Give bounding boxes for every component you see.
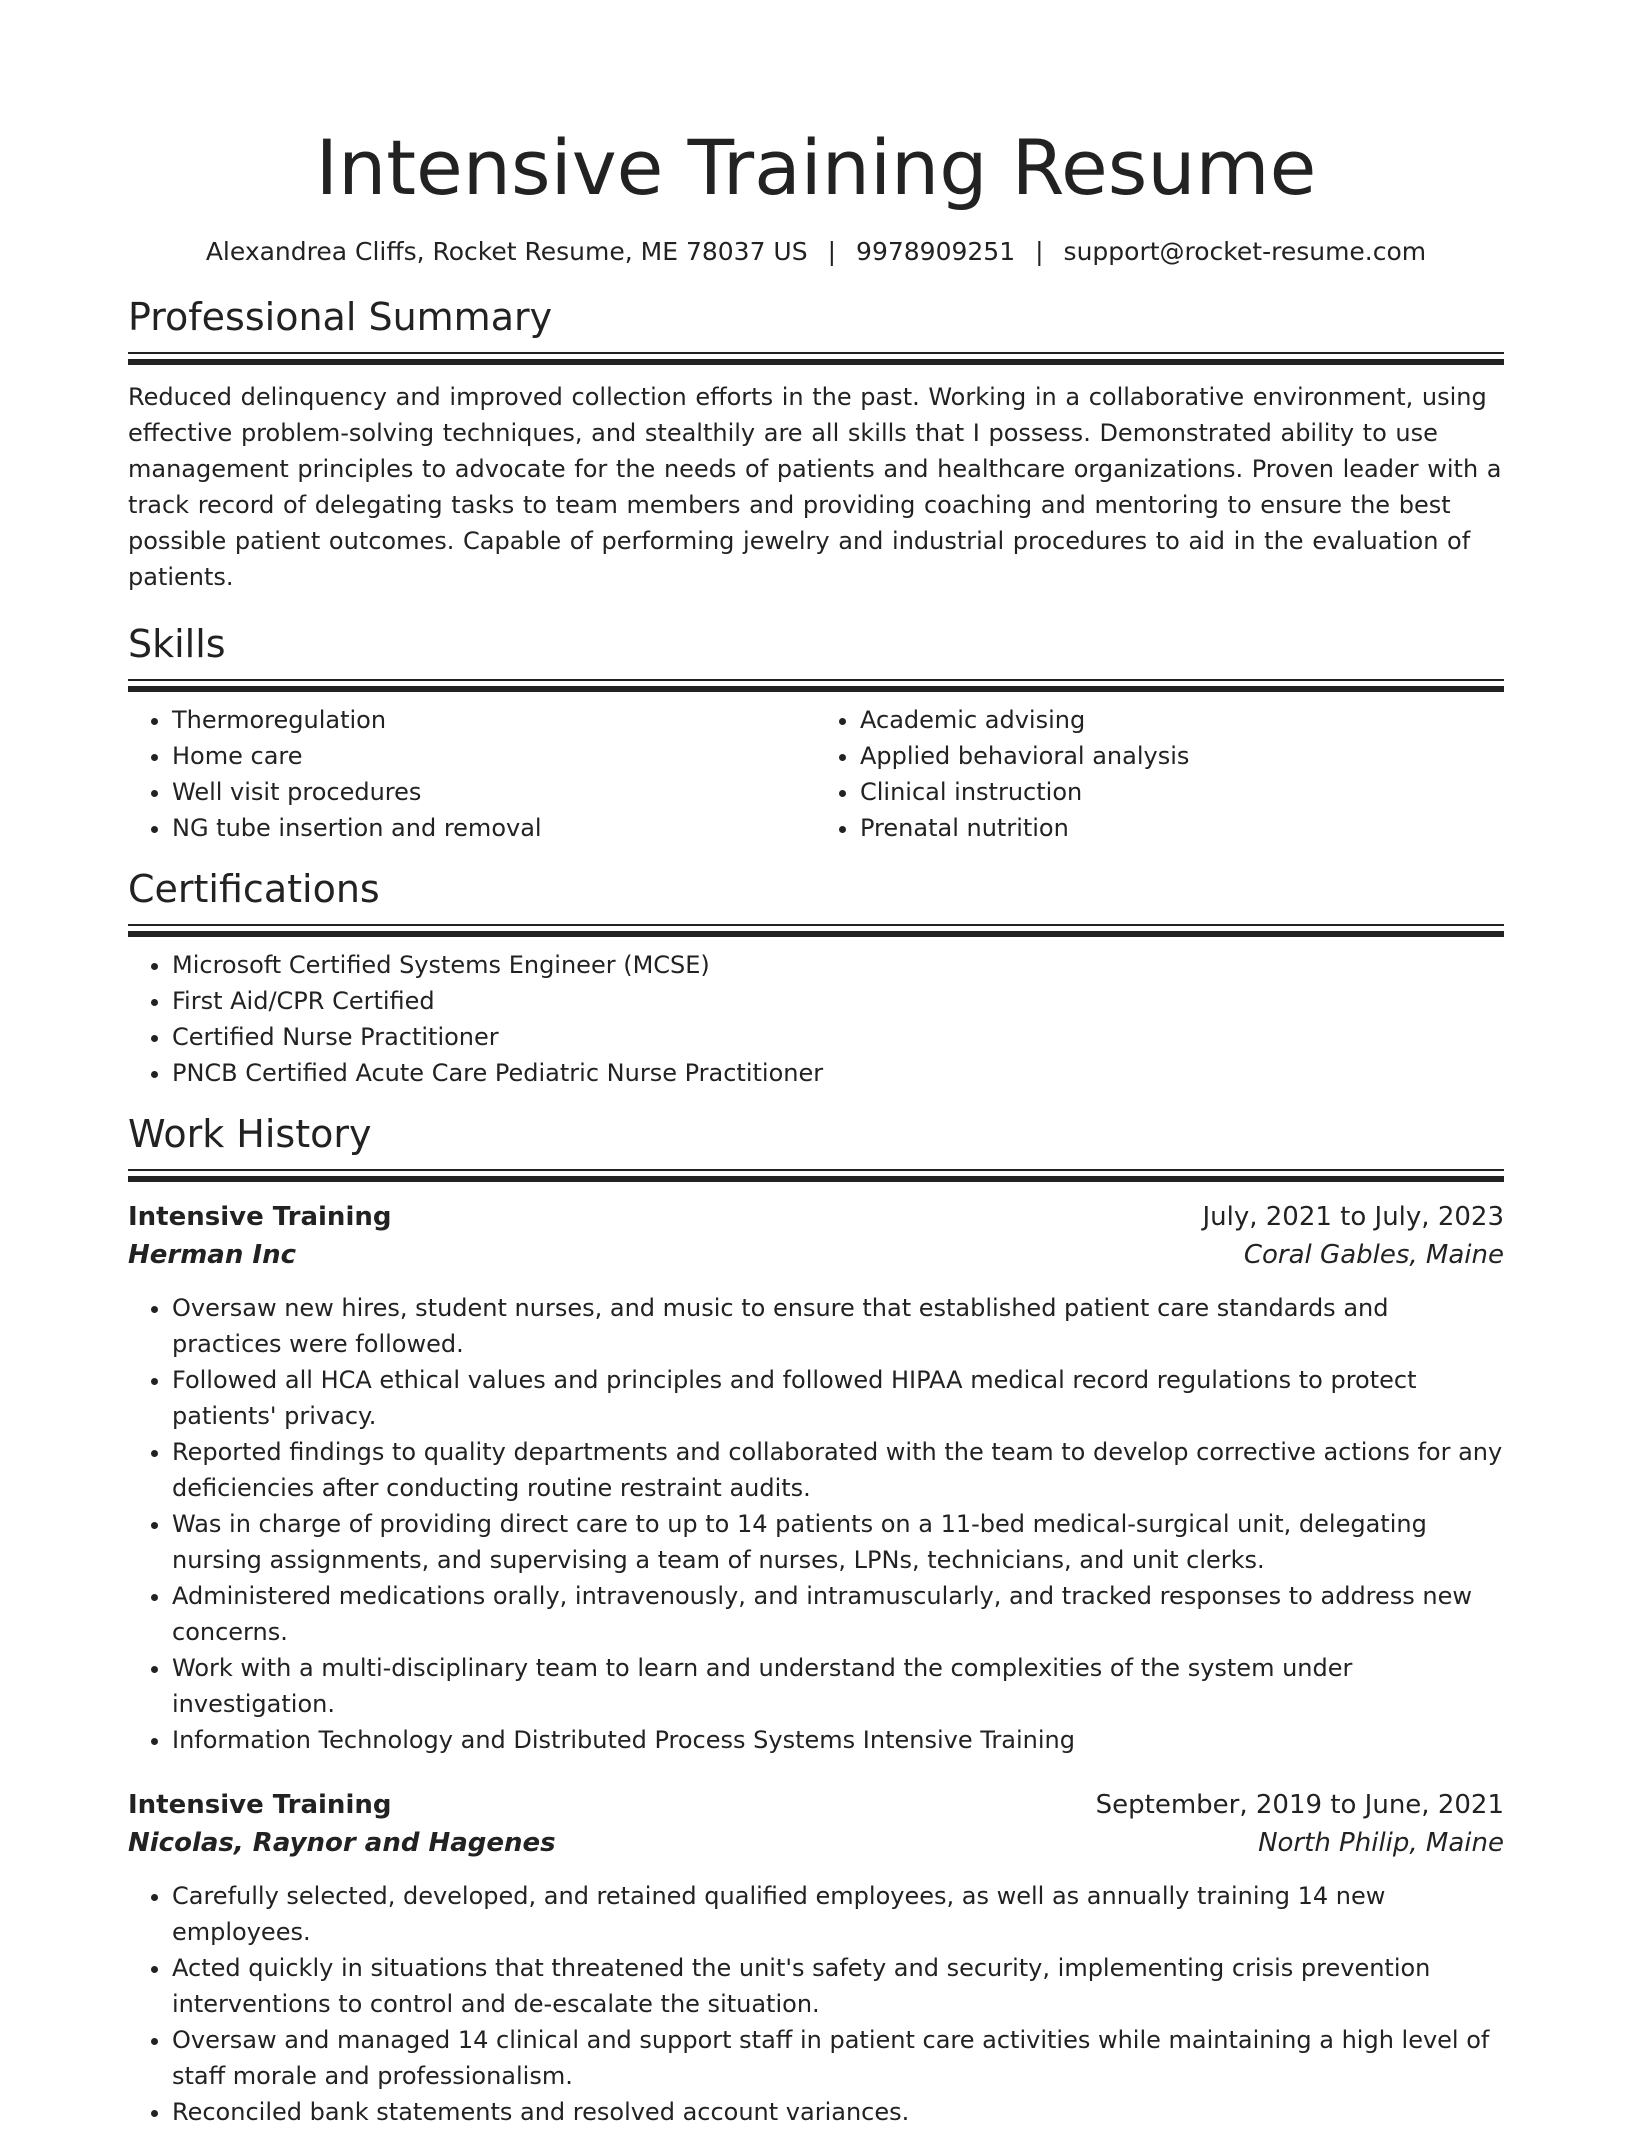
certification-item: • First Aid/CPR Certified bbox=[172, 983, 1504, 1019]
job-bullet: • Administered medications orally, intravenously, and intramuscularly, and tracked responses to address new concerns. bbox=[172, 1578, 1504, 1650]
job-dates: July, 2021 to July, 2023 bbox=[1202, 1202, 1504, 1232]
section-heading-summary: Professional Summary bbox=[128, 295, 553, 339]
job-bullet: • Information Technology and Distributed Process Systems Intensive Training bbox=[172, 1722, 1504, 1758]
skill-item: • Clinical instruction bbox=[860, 774, 1504, 810]
job-title: Intensive Training bbox=[128, 1202, 392, 1232]
section-heading-skills: Skills bbox=[128, 622, 226, 666]
skill-item: • Thermoregulation bbox=[172, 702, 816, 738]
contact-phone: 9978909251 bbox=[856, 237, 1016, 266]
contact-separator: | bbox=[1035, 237, 1044, 266]
skill-item: • Home care bbox=[172, 738, 816, 774]
job-entry bbox=[128, 1786, 1504, 2130]
section-rule bbox=[128, 679, 1504, 692]
skill-item: • NG tube insertion and removal bbox=[172, 810, 816, 846]
job-bullet: • Carefully selected, developed, and retained qualified employees, as well as annually training 14 new employees. bbox=[172, 1878, 1504, 1950]
contact-separator: | bbox=[827, 237, 837, 266]
job-bullets bbox=[128, 1290, 1504, 1758]
job-bullet: • Followed all HCA ethical values and principles and followed HIPAA medical record regulations to protect patients' privacy. bbox=[172, 1362, 1504, 1434]
work-section bbox=[128, 1111, 1504, 2130]
section-heading-certifications: Certifications bbox=[128, 867, 380, 911]
certification-item: • Certified Nurse Practitioner bbox=[172, 1019, 1504, 1055]
certification-item: • Microsoft Certified Systems Engineer (MCSE) bbox=[172, 947, 1504, 983]
job-location: North Philip, Maine bbox=[1258, 1828, 1504, 1858]
job-bullet: • Reported findings to quality departments and collaborated with the team to develop corrective actions for any deficiencies after conducting routine restraint audits. bbox=[172, 1434, 1504, 1506]
job-dates: September, 2019 to June, 2021 bbox=[1095, 1790, 1504, 1820]
job-header-row bbox=[128, 1786, 1504, 1824]
skill-item: • Prenatal nutrition bbox=[860, 810, 1504, 846]
skill-item: • Well visit procedures bbox=[172, 774, 816, 810]
skills-section bbox=[128, 621, 1504, 846]
job-company: Herman Inc bbox=[128, 1240, 297, 1270]
job-header-row bbox=[128, 1198, 1504, 1236]
skills-list-left bbox=[128, 702, 816, 846]
job-company: Nicolas, Raynor and Hagenes bbox=[128, 1828, 556, 1858]
job-location: Coral Gables, Maine bbox=[1243, 1240, 1504, 1270]
job-title: Intensive Training bbox=[128, 1790, 392, 1820]
resume-title: Intensive Training Resume bbox=[315, 123, 1317, 212]
section-rule bbox=[128, 924, 1504, 937]
contact-address: Alexandrea Cliffs, Rocket Resume, ME 78037 US bbox=[205, 237, 808, 266]
job-bullet: • Was in charge of providing direct care to up to 14 patients on a 11-bed medical-surgical unit, delegating nursing assignments, and supervising a team of nurses, LPNs, technicians, and unit clerks. bbox=[172, 1506, 1504, 1578]
resume-page bbox=[128, 0, 1504, 2130]
job-bullets bbox=[128, 1878, 1504, 2130]
job-entry bbox=[128, 1198, 1504, 1758]
skill-item: • Academic advising bbox=[860, 702, 1504, 738]
job-bullet: • Work with a multi-disciplinary team to learn and understand the complexities of the system under investigation. bbox=[172, 1650, 1504, 1722]
contact-email: support@rocket-resume.com bbox=[1063, 237, 1427, 266]
skills-grid bbox=[128, 702, 1504, 846]
certifications-list bbox=[128, 947, 1504, 1091]
job-bullet: • Oversaw new hires, student nurses, and music to ensure that established patient care standards and practices were followed. bbox=[172, 1290, 1504, 1362]
section-heading-work: Work History bbox=[128, 1112, 372, 1156]
certification-item: • PNCB Certified Acute Care Pediatric Nurse Practitioner bbox=[172, 1055, 1504, 1091]
summary-text: Reduced delinquency and improved collection efforts in the past. Working in a collaborative environment, using effective problem-solving techniques, and stealthily are all skills that I possess. Demonstrated ability to use management principles to advocate for the needs of patients and healthcare organizations. Proven leader with a track record of delegating tasks to team members and providing coaching and mentoring to ensure the best possible patient outcomes. Capable of performing jewelry and industrial procedures to aid in the evaluation of patients. bbox=[128, 383, 1502, 591]
job-bullet: • Reconciled bank statements and resolved account variances. bbox=[172, 2094, 1504, 2130]
job-bullet: • Oversaw and managed 14 clinical and support staff in patient care activities while maintaining a high level of staff morale and professionalism. bbox=[172, 2022, 1504, 2094]
skills-list-right bbox=[816, 702, 1504, 846]
job-subheader-row bbox=[128, 1824, 1504, 1862]
section-rule bbox=[128, 352, 1504, 365]
job-subheader-row bbox=[128, 1236, 1504, 1274]
section-rule bbox=[128, 1169, 1504, 1182]
contact-line bbox=[128, 236, 1504, 268]
job-bullet: • Acted quickly in situations that threatened the unit's safety and security, implementing crisis prevention interventions to control and de-escalate the situation. bbox=[172, 1950, 1504, 2022]
certifications-section bbox=[128, 866, 1504, 1091]
summary-section bbox=[128, 294, 1504, 595]
skill-item: • Applied behavioral analysis bbox=[860, 738, 1504, 774]
